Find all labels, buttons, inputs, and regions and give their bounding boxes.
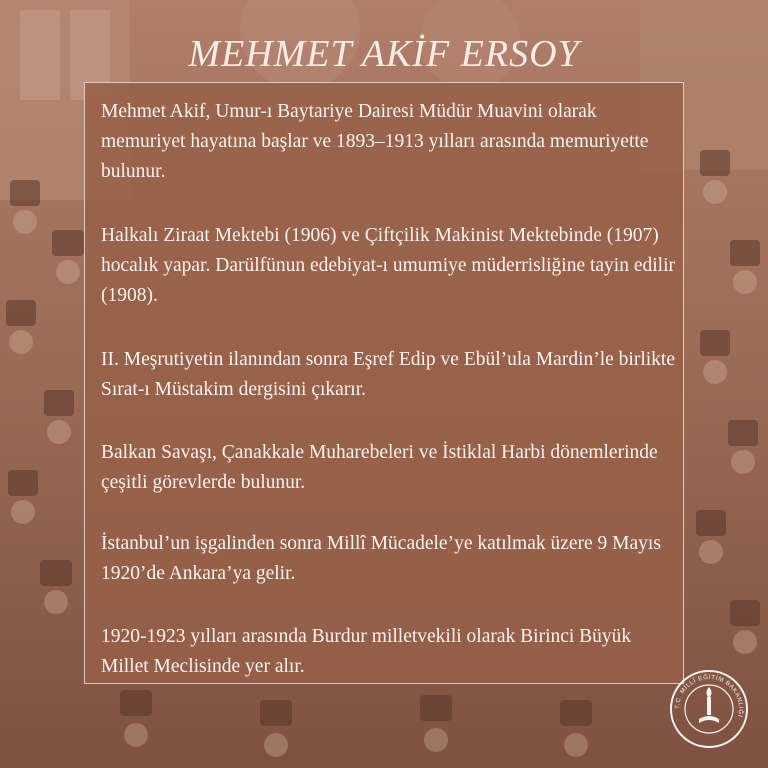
- ministry-seal-icon: [669, 669, 749, 749]
- svg-text:T.C. MİLLÎ EĞİTİM BAKANLIĞI: T.C. MİLLÎ EĞİTİM BAKANLIĞI: [673, 673, 745, 718]
- paragraph-journal: II. Meşrutiyetin ilanından sonra Eşref Edip ve Ebül’ula Mardin’le birlikte Sırat-ı Müstakim dergisini çıkarır.: [101, 349, 676, 400]
- page-title: MEHMET AKİF ERSOY: [188, 33, 580, 75]
- text-panel: [84, 82, 684, 684]
- paragraph-teaching: Halkalı Ziraat Mektebi (1906) ve Çiftçilik Makinist Mektebinde (1907) hocalık yapar. Darülfünun edebiyat-ı umumiye müderrisliğine tayin edilir (1908).: [101, 225, 676, 306]
- paragraph-civil-service: Mehmet Akif, Umur-ı Baytariye Dairesi Müdür Muavini olarak memuriyet hayatına başlar ve 1893–1913 yılları arasında memuriyette bulunur.: [101, 101, 649, 182]
- paragraph-war-duties: Balkan Savaşı, Çanakkale Muharebeleri ve İstiklal Harbi dönemlerinde çeşitli görevlerde bulunur.: [101, 442, 658, 493]
- paragraph-ankara: İstanbul’un işgalinden sonra Millî Mücadele’ye katılmak üzere 9 Mayıs 1920’de Ankara’ya gelir.: [101, 533, 661, 584]
- paragraph-parliament: 1920-1923 yılları arasında Burdur milletvekili olarak Birinci Büyük Millet Meclisinde yer alır.: [101, 626, 632, 677]
